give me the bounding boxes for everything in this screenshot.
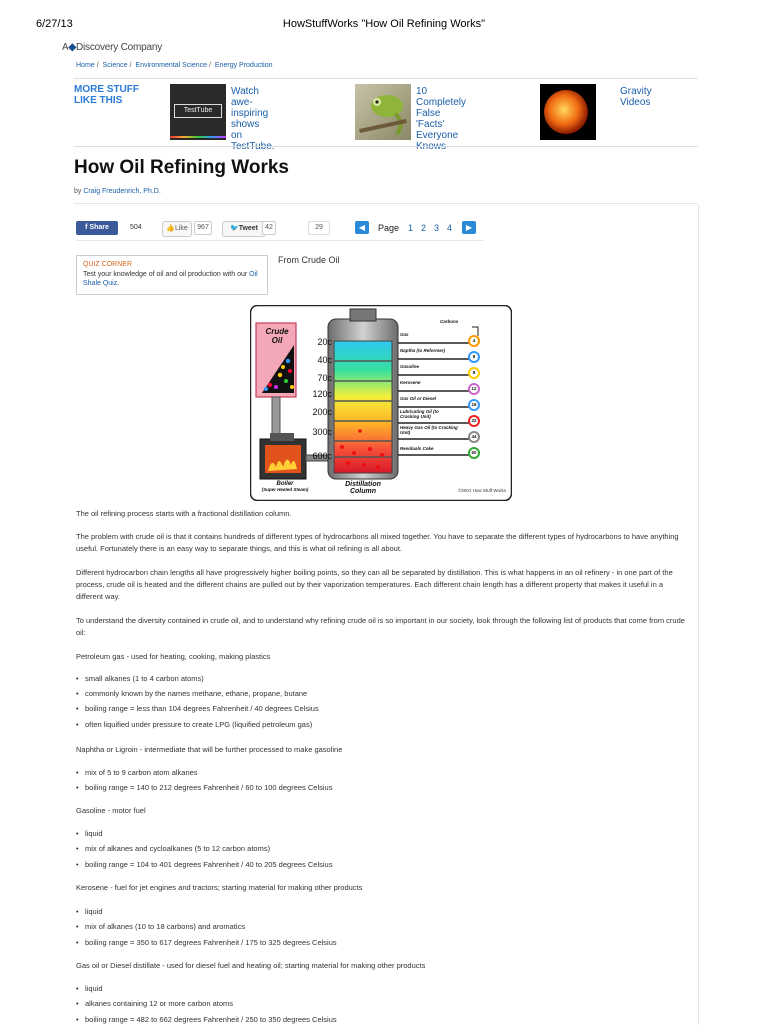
arrow-left-icon: ◀ bbox=[358, 223, 366, 232]
list-item: • mix of alkanes and cycloalkanes (5 to 12 carbon atoms) bbox=[76, 843, 688, 859]
quiz-title: QUIZ CORNER bbox=[83, 261, 132, 268]
next-page-button[interactable] bbox=[462, 221, 476, 234]
more-stuff-line1: MORE STUFF bbox=[74, 84, 139, 95]
list-item: • liquid bbox=[76, 828, 688, 843]
product-heading: Gas oil or Diesel distillate - used for diesel fuel and heating oil; starting material for making other products bbox=[76, 961, 426, 970]
tweet-count: 42 bbox=[262, 221, 276, 235]
thumbs-up-icon: 👍 bbox=[166, 225, 175, 232]
paragraph: Different hydrocarbon chain lengths all have progressively higher boiling points, so they can all be separated by distillation. This is what happens in an oil refinery - in one part of the process, crude oil is heated and the different chains are pulled out by their vaporization temperatures. Each different chain length has a different property that makes it useful in a different way. bbox=[76, 568, 673, 601]
promo-text[interactable]: Watch awe- inspiring shows on bbox=[231, 86, 269, 141]
article-title: How Oil Refining Works bbox=[74, 157, 289, 178]
chameleon-icon bbox=[355, 84, 411, 140]
temp-label: 120c bbox=[312, 389, 332, 399]
product-heading: Gasoline - motor fuel bbox=[76, 806, 146, 815]
product-heading: Petroleum gas - used for heating, cooking, making plastics bbox=[76, 652, 271, 661]
sun-icon bbox=[540, 84, 596, 140]
boiler-label: Boiler (Super Heated Steam) bbox=[261, 481, 309, 492]
fraction-label: Lubricating Oil (to Cracking Unit) bbox=[400, 409, 439, 419]
crude-oil-label: Crude Oil bbox=[265, 327, 289, 345]
chameleon-thumbnail[interactable] bbox=[355, 84, 411, 140]
social-bar bbox=[76, 219, 484, 237]
breadcrumb-home[interactable]: Home bbox=[76, 62, 95, 69]
testtube-thumbnail[interactable] bbox=[170, 84, 226, 140]
share-count: 504 bbox=[130, 224, 142, 231]
list-item: • alkanes containing 12 or more carbon atoms bbox=[76, 998, 688, 1014]
column-label: Distillation Column bbox=[345, 481, 381, 495]
temp-label: 70c bbox=[317, 373, 332, 383]
list-item: • boiling range = 482 to 662 degrees Fahrenheit / 250 to 350 degrees Celsius bbox=[76, 1014, 688, 1029]
temp-label: 600c bbox=[312, 451, 332, 461]
fraction-label: Residuals Coke bbox=[400, 446, 434, 451]
list-item: • boiling range = 350 to 617 degrees Fahrenheit / 175 to 325 degrees Celsius bbox=[76, 937, 688, 952]
product-list bbox=[76, 767, 688, 797]
carbon-count: 16 bbox=[471, 402, 477, 407]
product-list bbox=[76, 983, 688, 1029]
carbon-count: 8 bbox=[472, 370, 476, 375]
fraction-label: Gasoline bbox=[400, 364, 420, 369]
fraction-label: Naptha (to Reformer) bbox=[400, 348, 446, 353]
list-item: • small alkanes (1 to 4 carbon atoms) bbox=[76, 673, 688, 688]
author-link[interactable]: Craig Freudenrich, Ph.D. bbox=[83, 188, 161, 195]
tweet-button[interactable]: 🐦Tweet bbox=[222, 221, 266, 237]
temp-label: 20c bbox=[317, 337, 332, 347]
carbon-count: 4 bbox=[472, 338, 476, 343]
carbon-count: 8 bbox=[472, 354, 476, 359]
promo-text[interactable]: Gravity Videos bbox=[620, 86, 652, 108]
temp-label: 300c bbox=[312, 427, 332, 437]
page-link-4[interactable]: 4 bbox=[447, 223, 453, 233]
fraction-label: Gas Oil or Diesel bbox=[400, 396, 437, 401]
carbon-count: 32 bbox=[471, 418, 477, 423]
more-stuff-line2: LIKE THIS bbox=[74, 95, 123, 106]
page-label: Page bbox=[378, 223, 400, 233]
more-stuff-heading bbox=[74, 84, 164, 106]
divider bbox=[74, 203, 698, 204]
list-item: • boiling range = 140 to 212 degrees Fahrenheit / 60 to 100 degrees Celsius bbox=[76, 782, 688, 797]
brand-prefix: A bbox=[62, 42, 69, 53]
facebook-share-button[interactable]: f Share bbox=[76, 221, 118, 235]
product-heading: Kerosene - fuel for jet engines and tractors; starting material for making other products bbox=[76, 883, 363, 892]
product-list bbox=[76, 906, 688, 952]
fraction-label: Heavy Gas Oil (to Cracking Unit) bbox=[400, 425, 458, 435]
byline-by: by bbox=[74, 188, 82, 195]
quiz-link[interactable]: Oil Shale Quiz bbox=[83, 271, 258, 287]
page-link-2[interactable]: 2 bbox=[421, 223, 427, 233]
list-item: • mix of alkanes (10 to 18 carbons) and aromatics bbox=[76, 921, 688, 937]
print-header bbox=[36, 18, 732, 32]
page-link-3[interactable]: 3 bbox=[434, 223, 440, 233]
carbon-count: 12 bbox=[471, 386, 477, 391]
facebook-icon: f bbox=[85, 224, 90, 231]
divider bbox=[76, 240, 484, 241]
byline bbox=[74, 188, 161, 195]
product-list bbox=[76, 673, 688, 734]
arrow-right-icon: ▶ bbox=[465, 223, 473, 232]
paragraph: The oil refining process starts with a fractional distillation column. bbox=[76, 509, 292, 518]
list-item: • commonly known by the names methane, ethane, propane, butane bbox=[76, 688, 688, 703]
list-item: • often liquified under pressure to create LPG (liquified petroleum gas) bbox=[76, 719, 688, 734]
divider bbox=[74, 78, 698, 79]
discovery-logo[interactable]: A◆Discovery Company bbox=[62, 42, 163, 53]
diagram-copyright: ©2001 How Stuff Works bbox=[458, 488, 506, 493]
quiz-corner-box bbox=[76, 255, 268, 295]
quiz-text: Test your knowledge of oil and oil production with our Oil Shale Quiz. bbox=[83, 271, 258, 287]
list-item: • mix of 5 to 9 carbon atom alkanes bbox=[76, 767, 688, 782]
paragraph: To understand the diversity contained in crude oil, and to understand why refining crude oil is so important in our society, look through the following list of products that come from crude oil: bbox=[76, 616, 685, 637]
temp-label: 200c bbox=[312, 407, 332, 417]
plusone-count[interactable]: 29 bbox=[308, 221, 330, 235]
carbon-count: 44 bbox=[471, 434, 477, 439]
temp-label: 40c bbox=[317, 355, 332, 365]
list-item: • boiling range = less than 104 degrees Fahrenheit / 40 degrees Celsius bbox=[76, 703, 688, 719]
print-title: HowStuffWorks "How Oil Refining Works" bbox=[282, 18, 486, 30]
paragraph: The problem with crude oil is that it contains hundreds of different types of hydrocarbons all mixed together. You have to separate the different types of hydrocarbons to have anything useful. Fortunately there is an easy way to separate things, and this is what oil refining is all about. bbox=[76, 532, 679, 553]
breadcrumb: Home / Science / Environmental Science / Energy Production bbox=[76, 62, 273, 69]
list-item: • liquid bbox=[76, 906, 688, 921]
breadcrumb-environmental-science[interactable]: Environmental Science bbox=[135, 62, 207, 69]
like-count: 967 bbox=[194, 221, 212, 235]
twitter-icon: 🐦 bbox=[229, 225, 239, 232]
breadcrumb-science[interactable]: Science bbox=[102, 62, 128, 69]
sun-thumbnail[interactable] bbox=[540, 84, 596, 140]
carbons-label: Carbons bbox=[440, 319, 459, 324]
fraction-label: Gas bbox=[400, 332, 409, 337]
divider bbox=[74, 146, 698, 147]
column-divider bbox=[698, 205, 699, 1025]
product-list bbox=[76, 828, 688, 874]
list-item: • boiling range = 104 to 401 degrees Fahrenheit / 40 to 205 degrees Celsius bbox=[76, 859, 688, 874]
list-item: • liquid bbox=[76, 983, 688, 998]
image-caption: From Crude Oil bbox=[278, 255, 340, 265]
prev-page-button[interactable] bbox=[355, 221, 369, 234]
promo-text[interactable]: 10 Completely False 'Facts' Everyone bbox=[416, 86, 467, 141]
distillation-diagram bbox=[250, 305, 512, 501]
print-date: 6/27/13 bbox=[36, 18, 73, 30]
breadcrumb-energy-production[interactable]: Energy Production bbox=[214, 62, 273, 69]
product-heading: Naphtha or Ligroin - intermediate that will be further processed to make gasoline bbox=[76, 745, 343, 754]
brand-name: Discovery Company bbox=[75, 42, 163, 53]
testtube-logo: TestTube bbox=[174, 104, 222, 118]
page-link-1[interactable]: 1 bbox=[408, 223, 414, 233]
fraction-label: Kerosene bbox=[400, 380, 421, 385]
carbon-count: 60 bbox=[471, 450, 477, 455]
like-button[interactable]: 👍Like bbox=[162, 221, 192, 237]
